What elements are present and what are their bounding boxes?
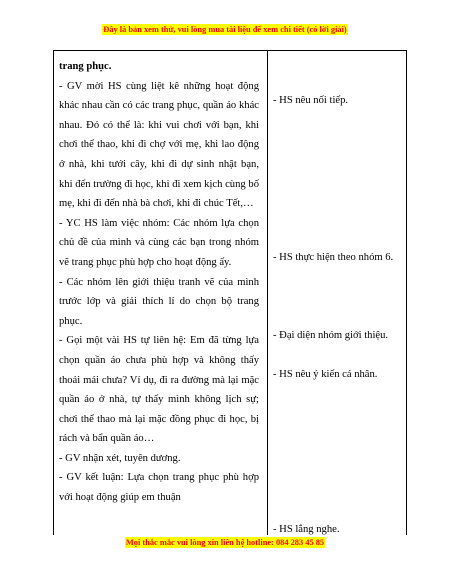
student-activity-3: - Đại diện nhóm giới thiệu. — [273, 330, 389, 341]
teacher-activity-4: - Gọi một vài HS tự liên hệ: Em đã từng lựa chọn quần áo chưa phù hợp và không thấy thoải mái chưa? Ví dụ, đi ra đường mà lại mặc quần áo ở nhà, tự thấy mình không lịch sự; chơi thể thao mà lại mặc đồng phục đi học, bị rách và bẩn quần áo… — [59, 335, 259, 445]
student-activity-2: - HS thực hiện theo nhóm 6. — [273, 252, 394, 263]
student-activity-4: - HS nêu ý kiến cá nhân. — [273, 369, 378, 380]
preview-notice-text: Đây là bản xem thử, vui lòng mua tài liệu để xem chi tiết (có lời giải) — [103, 25, 347, 34]
teacher-activities-column — [59, 57, 259, 508]
lesson-activity-table — [53, 50, 407, 535]
teacher-activity-5: - GV nhận xét, tuyên dương. — [59, 452, 181, 464]
preview-notice-banner — [0, 25, 450, 34]
student-activity-5: - HS lắng nghe. — [273, 524, 340, 535]
teacher-activity-3: - Các nhóm lên giới thiệu tranh vẽ của mình trước lớp và giải thích lí do chọn bộ trang phục. — [59, 276, 259, 327]
column-divider — [267, 51, 268, 535]
student-activity-1: - HS nêu nối tiếp. — [273, 95, 349, 106]
section-heading: trang phục. — [59, 61, 112, 72]
hotline-banner — [0, 538, 450, 547]
hotline-text: Mọi thắc mắc vui lòng xin liên hệ hotline: 084 283 45 85 — [125, 538, 325, 547]
teacher-activity-2: - YC HS làm việc nhóm: Các nhóm lựa chọn chủ đề của mình và cùng các bạn trong nhóm vẽ trang phục phù hợp cho hoạt động ấy. — [59, 217, 259, 268]
teacher-activity-1: - GV mời HS cùng liệt kê những hoạt động khác nhau cần có các trang phục, quần áo khác nhau. Đó có thể là: khi vui chơi với bạn, khi chơi thể thao, khi đi chợ với mẹ, khi lao động ở nhà, khi tưới cây, khi đi dự sinh nhật bạn, khi đến trường đi học, khi đi xem kịch cùng bố mẹ, khi đi đến nhà bà chơi, khi đi chúc Tết,… — [59, 80, 259, 210]
teacher-activity-6: - GV kết luận: Lựa chọn trang phục phù hợp với hoạt động giúp em thuận — [59, 472, 259, 504]
